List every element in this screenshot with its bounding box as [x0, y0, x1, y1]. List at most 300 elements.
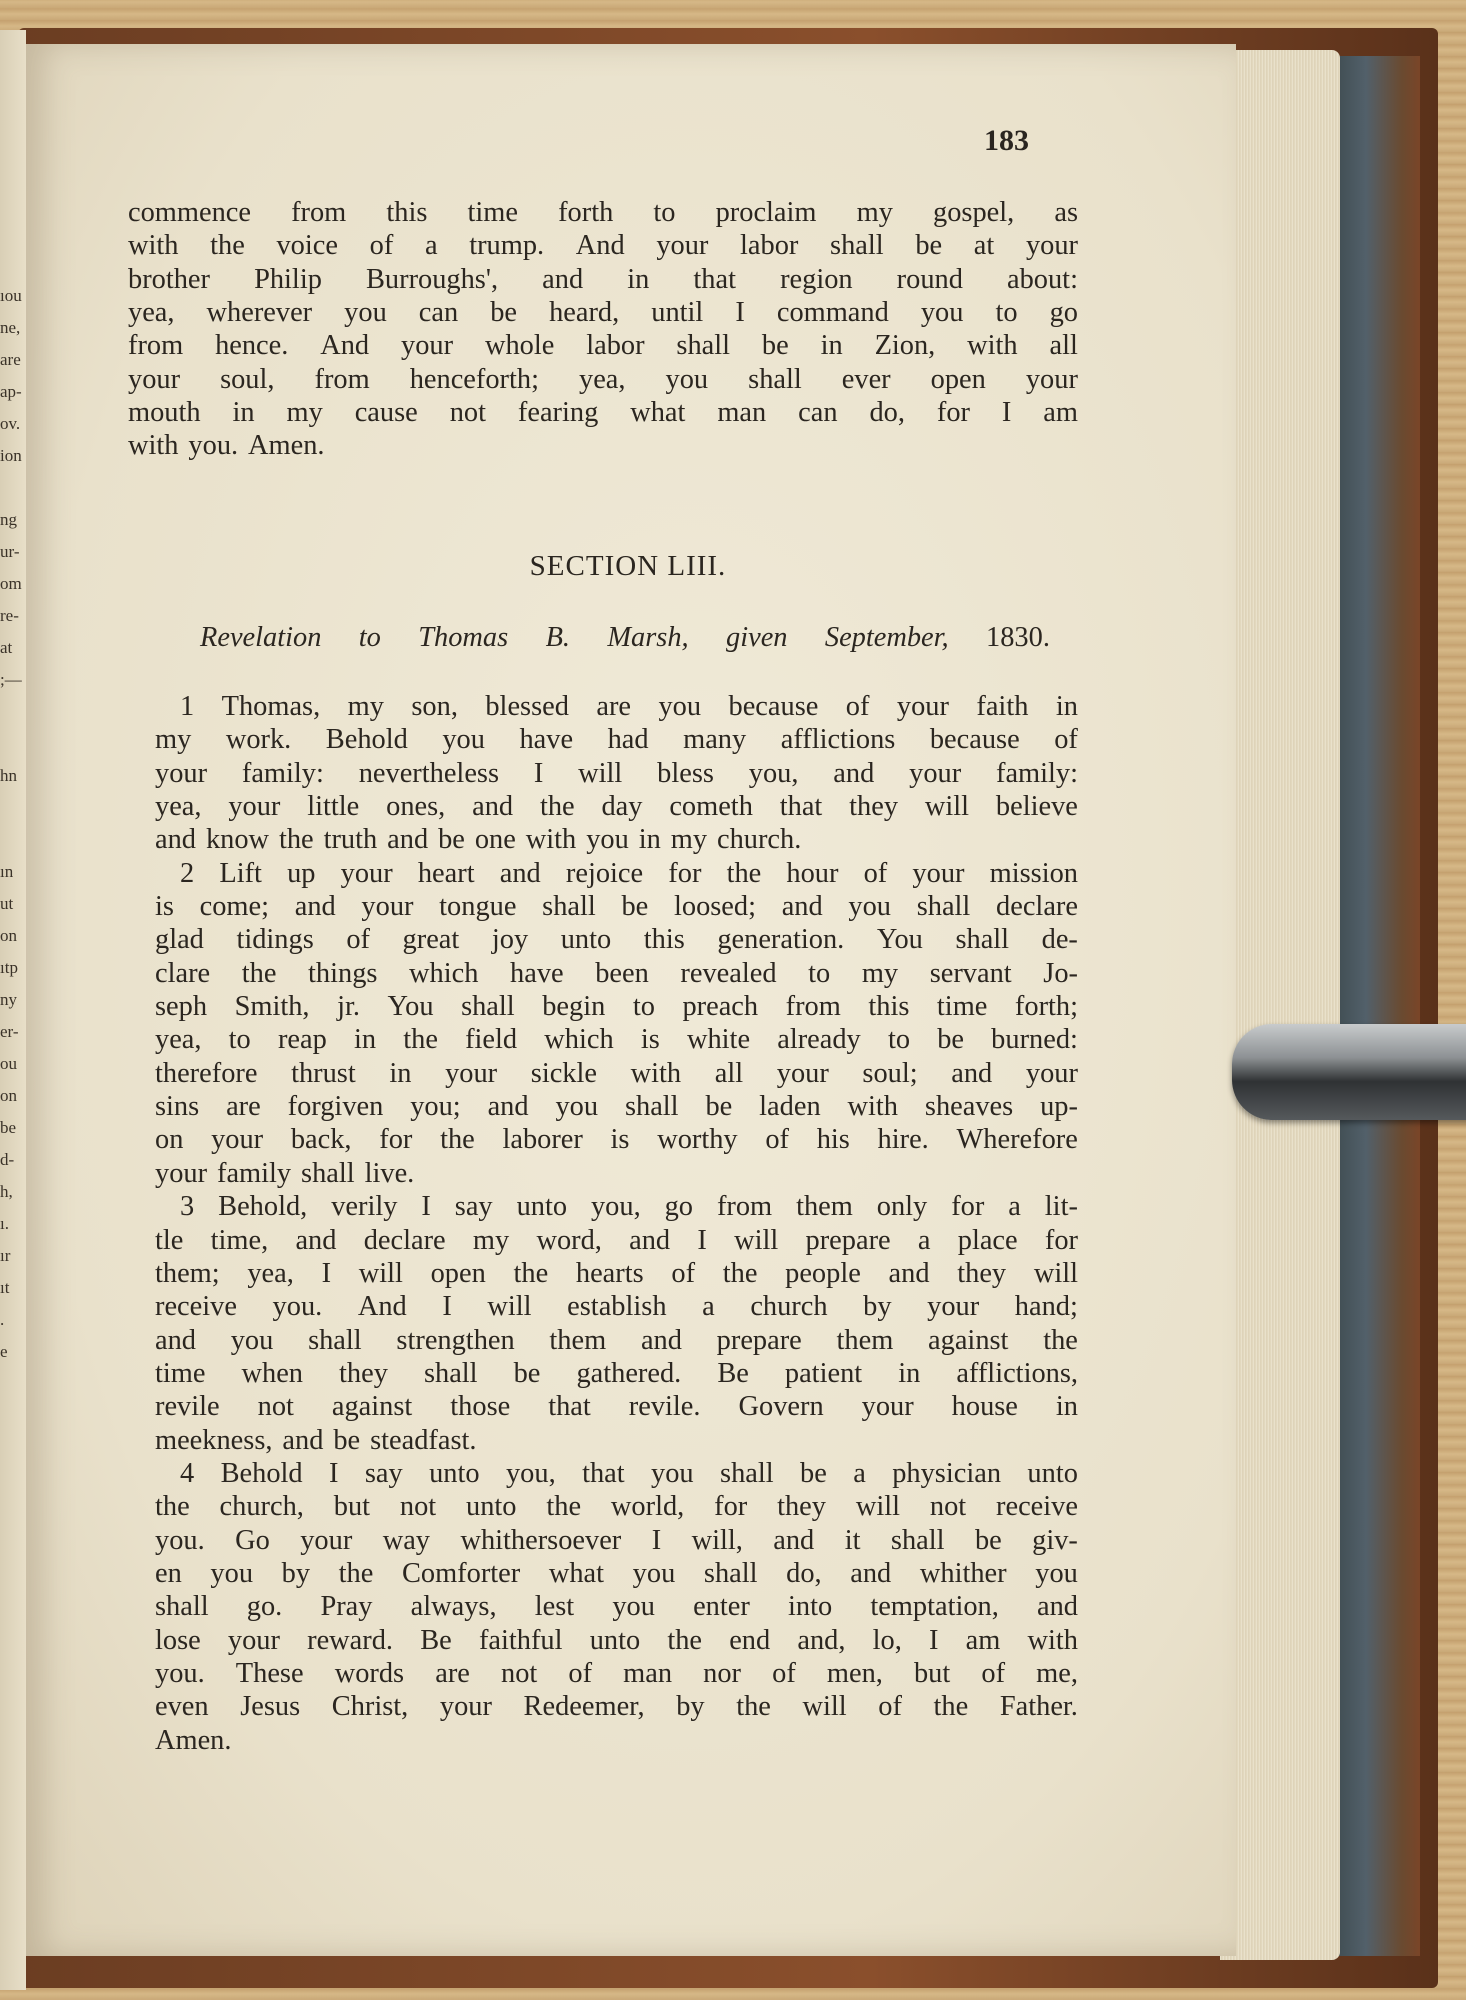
- word: will: [802, 1691, 847, 1723]
- word: shall: [301, 1157, 355, 1189]
- word: been: [595, 957, 649, 989]
- word: hence.: [215, 330, 289, 362]
- word: ever: [841, 363, 891, 395]
- word: in: [898, 1357, 921, 1389]
- word: your: [445, 1057, 498, 1089]
- word: in: [1055, 1391, 1078, 1423]
- word: you: [230, 1324, 274, 1356]
- word: you: [920, 297, 964, 329]
- word: preach: [682, 991, 759, 1023]
- word: your: [927, 1291, 980, 1323]
- word: against: [331, 1391, 413, 1423]
- word: not: [399, 1491, 437, 1523]
- word: shall: [890, 1524, 945, 1556]
- word: prepare: [805, 1224, 891, 1256]
- subtitle-word: given: [726, 622, 788, 653]
- word: in: [232, 397, 255, 429]
- word: lit-: [1044, 1191, 1078, 1223]
- word: can: [418, 297, 459, 329]
- word: your: [128, 363, 181, 395]
- word: I: [1001, 397, 1012, 429]
- word: to: [995, 297, 1018, 329]
- word: up: [287, 857, 316, 889]
- word: de-: [1041, 924, 1078, 956]
- word: you: [632, 1557, 676, 1589]
- word: your: [439, 1691, 492, 1723]
- word: back,: [290, 1124, 352, 1156]
- word: men,: [826, 1657, 883, 1689]
- word: Amen.: [248, 430, 325, 462]
- word: the: [667, 1624, 703, 1656]
- subtitle-word: Marsh,: [607, 622, 689, 653]
- word: I: [697, 1224, 707, 1256]
- word: time: [936, 991, 988, 1023]
- word: many: [683, 724, 747, 756]
- word: servant: [929, 957, 1012, 989]
- word: and: [640, 1324, 682, 1356]
- word: laden: [759, 1091, 821, 1123]
- word: unto: [466, 1491, 517, 1523]
- word: and: [781, 891, 823, 923]
- word: revealed: [680, 957, 777, 989]
- word: be: [937, 1024, 964, 1056]
- word: and: [542, 263, 584, 295]
- word: for: [936, 397, 970, 429]
- word: the: [539, 791, 575, 823]
- word: Philip: [254, 263, 322, 295]
- word: sins: [155, 1091, 200, 1123]
- word: in: [638, 824, 661, 856]
- word: you: [665, 363, 709, 395]
- word: brother: [128, 263, 210, 295]
- word: you: [1035, 1557, 1078, 1589]
- word: fearing: [517, 397, 599, 429]
- word: for: [668, 857, 702, 889]
- word: hour: [786, 857, 839, 889]
- text-line: [155, 990, 1078, 1023]
- word: time: [155, 1357, 206, 1389]
- word: into: [787, 1591, 833, 1623]
- word: to: [653, 197, 676, 228]
- word: day: [601, 791, 643, 823]
- word: yea,: [155, 1024, 202, 1056]
- word: your: [776, 1057, 829, 1089]
- word: church,: [219, 1491, 304, 1523]
- word: your: [1025, 230, 1078, 262]
- word: heart: [417, 857, 475, 889]
- word: whole: [484, 330, 555, 362]
- word: of: [346, 924, 370, 956]
- word: sheaves: [924, 1091, 1014, 1123]
- word: you.: [155, 1524, 205, 1556]
- word: my: [472, 1224, 510, 1256]
- word: unto: [560, 924, 612, 956]
- word: say: [364, 1457, 403, 1489]
- word: will: [924, 791, 970, 823]
- word: at: [973, 230, 995, 262]
- word: labor: [740, 230, 799, 262]
- word: the: [403, 1024, 438, 1056]
- word: your: [155, 757, 208, 789]
- word: about:: [1007, 263, 1078, 295]
- word: Govern: [738, 1391, 824, 1423]
- word: hire.: [877, 1124, 929, 1156]
- word: Behold,: [218, 1191, 308, 1223]
- word: 2: [180, 857, 195, 889]
- word: my: [670, 824, 708, 856]
- word: tidings: [236, 924, 314, 956]
- word: rejoice: [565, 857, 644, 889]
- word: them: [796, 1191, 853, 1223]
- verses-block: [155, 690, 1078, 1757]
- word: be: [621, 891, 649, 923]
- word: Jo-: [1043, 957, 1078, 989]
- word: they: [849, 791, 899, 823]
- text-line: [155, 1657, 1078, 1690]
- word: I: [651, 1524, 662, 1556]
- word: establish: [567, 1291, 667, 1323]
- word: but: [913, 1657, 951, 1689]
- word: you: [442, 724, 485, 756]
- word: to: [808, 957, 831, 989]
- word: Redeemer,: [523, 1691, 645, 1723]
- word: shall: [155, 1591, 209, 1623]
- word: a: [702, 1291, 715, 1323]
- word: Go: [235, 1524, 270, 1556]
- text-line: [128, 396, 1078, 429]
- text-line: [155, 1590, 1078, 1623]
- word: begin: [542, 991, 606, 1023]
- word: strengthen: [396, 1324, 515, 1356]
- word: 3: [180, 1191, 195, 1223]
- word: you: [344, 297, 387, 329]
- word: thrust: [291, 1057, 356, 1089]
- text-line: [155, 1724, 1078, 1757]
- word: whithersoever: [460, 1524, 622, 1556]
- text-line: [155, 890, 1078, 923]
- word: and: [487, 1091, 529, 1123]
- word: 1: [180, 691, 195, 722]
- word: way: [382, 1524, 431, 1556]
- word: open: [930, 363, 986, 395]
- word: your: [909, 757, 962, 789]
- word: them: [549, 1324, 607, 1356]
- word: with: [525, 824, 577, 856]
- text-line: [128, 329, 1078, 362]
- word: unto: [516, 1191, 568, 1223]
- word: reap: [277, 1024, 327, 1056]
- word: shall: [308, 1324, 362, 1356]
- word: from: [314, 363, 370, 395]
- word: family:: [241, 757, 324, 789]
- word: by: [863, 1291, 892, 1323]
- word: and: [155, 824, 196, 856]
- word: work.: [225, 724, 292, 756]
- word: your: [227, 1624, 280, 1656]
- word: a: [853, 1457, 866, 1489]
- word: church.: [716, 824, 802, 856]
- word: be: [490, 297, 518, 329]
- word: your: [361, 891, 414, 923]
- word: Lift: [219, 857, 262, 889]
- word: my: [286, 397, 323, 429]
- word: round: [896, 263, 963, 295]
- word: in: [353, 1024, 377, 1056]
- word: even: [155, 1691, 209, 1723]
- word: have: [510, 957, 564, 989]
- word: blessed: [485, 691, 569, 722]
- word: when: [241, 1357, 303, 1389]
- word: unto: [429, 1457, 480, 1489]
- word: and: [951, 1057, 993, 1089]
- word: for: [1044, 1224, 1078, 1256]
- word: Comforter: [401, 1557, 521, 1589]
- word: you.: [155, 1657, 205, 1689]
- word: revile: [155, 1391, 220, 1423]
- text-line: [155, 1090, 1078, 1123]
- word: physician: [892, 1457, 1002, 1489]
- word: live.: [364, 1157, 415, 1189]
- word: with: [1027, 1624, 1078, 1656]
- word: one: [474, 824, 516, 856]
- word: that: [548, 1391, 591, 1423]
- word: as: [1054, 197, 1078, 228]
- word: shall: [624, 1091, 679, 1123]
- word: Smith,: [234, 991, 310, 1023]
- word: a: [424, 230, 438, 262]
- text-line: [128, 363, 1078, 396]
- word: steadfast.: [370, 1424, 477, 1456]
- word: and: [294, 891, 336, 923]
- text-line: [128, 263, 1078, 296]
- book-spine-edge: [1330, 56, 1420, 1956]
- word: I: [929, 1624, 939, 1656]
- word: the: [736, 1691, 771, 1723]
- word: will: [734, 1224, 779, 1256]
- word: forth;: [1014, 991, 1078, 1023]
- word: will: [855, 1491, 901, 1523]
- word: go.: [246, 1591, 283, 1623]
- word: Be: [420, 1624, 452, 1656]
- word: your: [211, 1124, 264, 1156]
- word: reward.: [307, 1624, 394, 1656]
- word: a: [1008, 1191, 1021, 1223]
- word: worthy: [657, 1124, 738, 1156]
- word: Be: [717, 1357, 749, 1389]
- word: Pray: [320, 1591, 373, 1623]
- page-edges: [1220, 50, 1340, 1960]
- word: declare: [996, 891, 1078, 923]
- text-line: [155, 1490, 1078, 1523]
- word: nor: [703, 1657, 742, 1689]
- word: and: [499, 857, 541, 889]
- word: seph: [155, 991, 208, 1023]
- word: this: [386, 197, 428, 228]
- word: this: [643, 924, 685, 956]
- word: Zion,: [874, 330, 936, 362]
- word: man: [717, 397, 767, 429]
- word: be: [974, 1524, 1002, 1556]
- page-holder-knife: [1232, 1024, 1466, 1120]
- section-heading: SECTION LIII.: [529, 550, 727, 582]
- word: you: [586, 824, 629, 856]
- page-number: 183: [984, 124, 1029, 157]
- word: from: [716, 1191, 773, 1223]
- word: from: [128, 330, 184, 362]
- word: Amen.: [155, 1724, 232, 1756]
- word: laborer: [502, 1124, 583, 1156]
- word: from: [291, 197, 347, 228]
- word: word,: [536, 1224, 602, 1256]
- word: field: [465, 1024, 518, 1056]
- word: had: [607, 724, 649, 756]
- word: what: [548, 1557, 605, 1589]
- word: generation.: [717, 924, 845, 956]
- word: the: [726, 857, 762, 889]
- word: cometh: [669, 791, 753, 823]
- subtitle-word: B.: [545, 622, 571, 653]
- subtitle-year: 1830.: [986, 622, 1050, 653]
- word: place: [957, 1224, 1018, 1256]
- word: to: [887, 1024, 911, 1056]
- text-line: [128, 296, 1078, 329]
- word: shall: [830, 230, 884, 262]
- word: do,: [786, 1557, 822, 1589]
- word: be: [333, 1424, 361, 1456]
- word: your: [300, 1524, 353, 1556]
- word: gospel,: [933, 197, 1015, 228]
- word: 4: [180, 1457, 195, 1489]
- word: the: [933, 1691, 969, 1723]
- word: Thomas,: [221, 691, 321, 722]
- word: your: [912, 857, 965, 889]
- word: this: [868, 991, 910, 1023]
- word: are: [226, 1091, 261, 1123]
- word: mission: [989, 857, 1078, 889]
- word: bless: [657, 757, 714, 789]
- word: forth: [558, 197, 614, 228]
- word: with: [847, 1091, 899, 1123]
- word: me,: [1036, 1657, 1078, 1689]
- word: tongue: [439, 891, 517, 923]
- text-line: [155, 1057, 1078, 1090]
- word: your: [155, 1157, 208, 1189]
- word: words: [334, 1657, 405, 1689]
- word: of: [1054, 724, 1078, 756]
- word: all: [1049, 330, 1078, 362]
- word: afflictions,: [956, 1357, 1078, 1389]
- word: only: [876, 1191, 928, 1223]
- text-line: [155, 1324, 1078, 1357]
- word: people: [785, 1257, 861, 1289]
- word: they: [957, 1257, 1007, 1289]
- word: family: [216, 1157, 292, 1189]
- word: and: [1037, 1591, 1078, 1623]
- word: that: [779, 791, 823, 823]
- word: to: [228, 1024, 251, 1056]
- word: his: [816, 1124, 850, 1156]
- word: you: [658, 691, 702, 722]
- word: am: [965, 1624, 1001, 1656]
- text-line: [155, 1524, 1078, 1557]
- word: declare: [363, 1224, 446, 1256]
- word: sickle: [530, 1057, 597, 1089]
- word: And: [575, 230, 625, 262]
- word: shall: [676, 330, 731, 362]
- subtitle-word: Revelation: [200, 622, 322, 653]
- word: up-: [1040, 1091, 1078, 1123]
- word: and: [155, 1324, 196, 1356]
- word: henceforth;: [409, 363, 539, 395]
- word: Christ,: [331, 1691, 409, 1723]
- word: joy: [491, 924, 529, 956]
- word: soul;: [862, 1057, 918, 1089]
- left-page-fragments: ıou ne, are ap- ov. ion ng ur- om re- at ;— hn ın ut on ıtp ny er- ou on be d- h, ı. ır ıt . e: [0, 286, 22, 1361]
- word: your: [340, 857, 393, 889]
- word: burned:: [991, 1024, 1078, 1056]
- word: your: [896, 691, 949, 722]
- word: that: [693, 263, 736, 295]
- word: faith: [976, 691, 1029, 722]
- word: soul,: [220, 363, 275, 395]
- word: my: [347, 691, 384, 722]
- word: because: [929, 724, 1020, 756]
- word: yea,: [579, 363, 626, 395]
- text-line: [128, 196, 1078, 229]
- word: against: [928, 1324, 1009, 1356]
- word: proclaim: [715, 197, 817, 228]
- word: Behold: [220, 1457, 303, 1489]
- word: unto: [1027, 1457, 1078, 1489]
- word: and: [629, 1224, 671, 1256]
- word: of: [863, 857, 888, 889]
- word: shall: [748, 363, 802, 395]
- word: be: [761, 330, 789, 362]
- word: hand;: [1014, 1291, 1078, 1323]
- word: You: [387, 991, 434, 1023]
- word: faithful: [478, 1624, 563, 1656]
- word: your: [656, 230, 709, 262]
- word: have: [519, 724, 574, 756]
- word: I: [421, 1191, 431, 1223]
- word: en: [155, 1557, 182, 1589]
- text-line: [155, 1224, 1078, 1257]
- word: patient: [784, 1357, 863, 1389]
- word: you: [555, 1091, 599, 1123]
- word: by: [676, 1691, 705, 1723]
- word: with: [967, 330, 1018, 362]
- word: shall: [423, 1357, 478, 1389]
- word: the: [155, 1491, 190, 1523]
- word: And: [320, 330, 370, 362]
- word: will: [358, 1257, 403, 1289]
- word: and: [773, 1524, 815, 1556]
- text-line: [155, 690, 1078, 723]
- word: unto: [589, 1624, 641, 1656]
- word: will: [1033, 1257, 1078, 1289]
- word: time: [467, 197, 518, 228]
- word: with: [128, 430, 179, 462]
- word: lo,: [872, 1624, 902, 1656]
- word: I: [533, 757, 544, 789]
- word: is: [610, 1124, 630, 1156]
- word: Wherefore: [956, 1124, 1078, 1156]
- word: loosed;: [673, 891, 756, 923]
- text-line: [155, 1290, 1078, 1323]
- word: end: [729, 1624, 771, 1656]
- word: I: [735, 297, 745, 329]
- word: are: [596, 691, 632, 722]
